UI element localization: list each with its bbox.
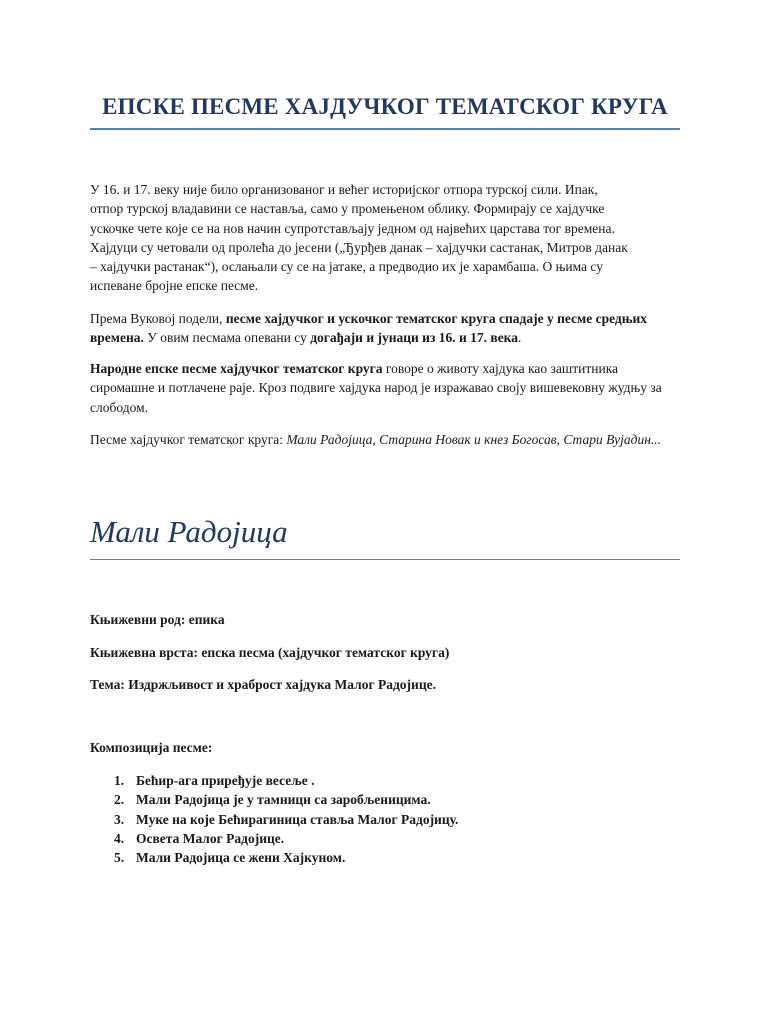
section-underline (90, 559, 680, 560)
list-item (90, 848, 650, 867)
text-run: Према Вуковој подели, (90, 311, 226, 326)
list-text: Освета Малог Радојице. (136, 830, 285, 846)
text-run: Песме хајдучког тематског круга: (90, 432, 287, 447)
title-underline (90, 128, 680, 130)
text-run: . (518, 330, 522, 346)
list-text: Бећир-ага приређује весеље . (136, 773, 315, 788)
literary-genre: Књижевни род: епика (90, 612, 225, 627)
literary-kind: Књижевна врста: епска песма (хајдучког тематског круга) (90, 645, 450, 660)
list-text: Муке на које Бећирагиница ставља Малог Радојицу. (136, 811, 459, 827)
vuk-division-paragraph (90, 309, 680, 348)
list-item (90, 829, 650, 848)
page-title: ЕПСКЕ ПЕСМЕ ХАЈДУЧКОГ ТЕМАТСКОГ КРУГА (102, 94, 668, 119)
list-item (90, 790, 650, 809)
text-run: У овим песмама опевани су (143, 330, 311, 346)
list-number: 4. (114, 830, 125, 846)
composition-label: Композиција песме: (90, 740, 213, 755)
theme: Тема: Издржљивост и храброст хајдука Малог Радојице. (90, 677, 436, 692)
bold-run: песме хајдучког и ускочког тематског круга спадаје у песме средњих времена. (90, 311, 648, 346)
intro-line: ускочке чете које се на нов начин супротстављају једном од највећих царстава тог времена. (90, 220, 615, 236)
list-number: 2. (114, 792, 125, 808)
list-number: 5. (114, 850, 125, 866)
bold-run: догађаји и јунаци из 16. и 17. века (310, 330, 519, 346)
theme-paragraph (90, 359, 680, 417)
intro-line: отпор турској владавини се наставља, само у промењеном облику. Формирају се хајдучке (90, 201, 605, 217)
intro-line: – хајдучки растанак“), ослањали су се на јатаке, а предводио их је харамбаша. О њима су (90, 259, 603, 275)
italic-run: Мали Радојица, Старина Новак и кнез Богосав, Стари Вујадин... (286, 432, 662, 447)
bold-run: Народне епске песме хајдучког тематског круга (90, 361, 383, 376)
intro-paragraph (90, 180, 680, 296)
intro-line: У 16. и 17. веку није било организованог и већег историјског отпора турској сили. Ипак, (90, 182, 598, 197)
section-heading: Мали Радојица (90, 514, 288, 549)
list-item (90, 810, 650, 829)
list-item (90, 771, 650, 790)
composition-list (90, 771, 650, 867)
intro-line: Хајдуци су четовали од пролећа до јесени („Ђурђев данак – хајдучки састанак, Митров данак (90, 239, 628, 255)
list-number: 1. (114, 773, 125, 788)
list-text: Мали Радојица се жени Хајкуном. (136, 850, 346, 866)
list-text: Мали Радојица је у тамници са заробљеницима. (136, 792, 431, 808)
text-run: говоре о животу хајдука као заштитника сиромашне и потлачене раје. Кроз подвиге хајдука народ је изражавао своју вишевековну жудњу за слободом. (90, 361, 662, 415)
intro-line: испеване бројне епске песме. (90, 278, 259, 294)
list-number: 3. (114, 811, 125, 827)
songs-list-paragraph (90, 430, 680, 449)
